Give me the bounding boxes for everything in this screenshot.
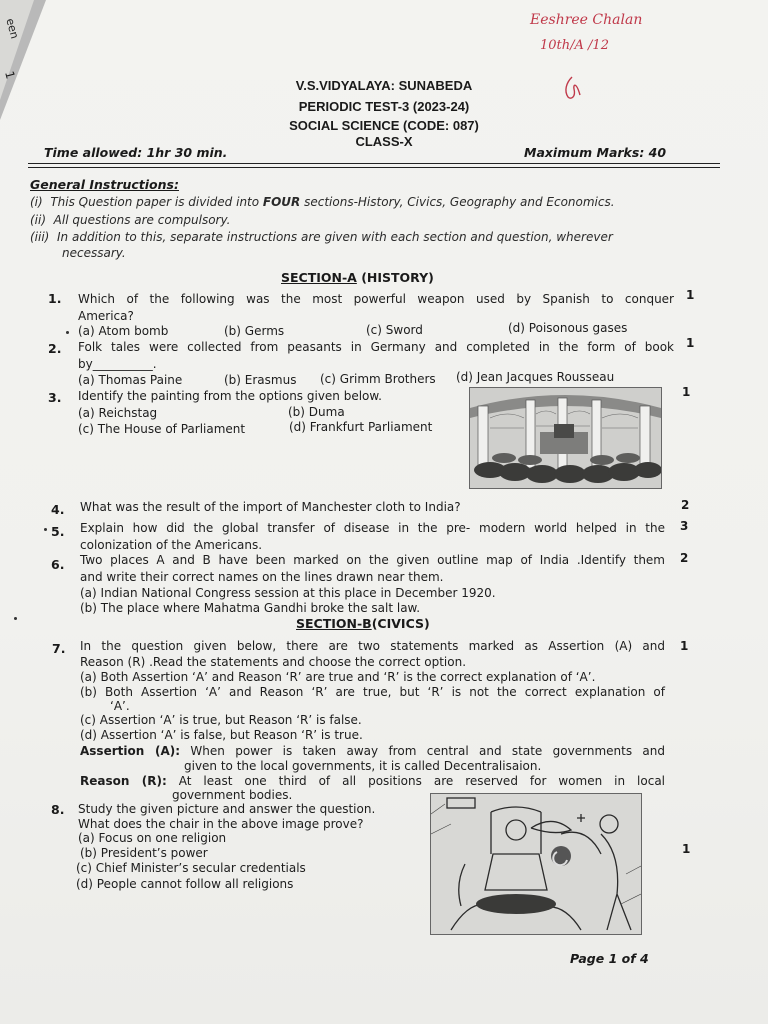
- q4-number: 4.: [51, 502, 65, 517]
- section-b-heading: SECTION-B(CIVICS): [296, 616, 430, 631]
- q1-option-b: (b) Germs: [224, 324, 285, 338]
- instructions-title: General Instructions:: [30, 177, 179, 192]
- q5-marks: 3: [680, 519, 689, 533]
- q6-part-a: (a) Indian National Congress session at this place in December 1920.: [80, 586, 496, 600]
- q2-text-cont: by__________.: [78, 357, 157, 371]
- q3-option-d: (d) Frankfurt Parliament: [289, 420, 433, 434]
- q7-assertion: Assertion (A): When power is taken away from central and state governments and: [80, 744, 665, 758]
- q6-text-cont: and write their correct names on the lines drawn near them.: [80, 570, 444, 584]
- q7-option-d: (d) Assertion ‘A’ is false, but Reason ‘R’ is true.: [80, 728, 363, 742]
- q8-option-b: (b) President’s power: [80, 846, 208, 860]
- instruction-2: (ii) All questions are compulsory.: [30, 213, 231, 227]
- q3-option-c: (c) The House of Parliament: [78, 422, 246, 436]
- handwritten-class: 10th/A /12: [540, 38, 609, 53]
- corner-text: een: [3, 16, 22, 41]
- q6-marks: 2: [680, 551, 689, 565]
- q8-text: Study the given picture and answer the question.: [78, 802, 376, 816]
- q5-text-cont: colonization of the Americans.: [80, 538, 263, 552]
- cartoon-chair-image: [430, 793, 642, 935]
- q6-number: 6.: [51, 557, 65, 572]
- stray-mark: [66, 331, 69, 334]
- test-title: PERIODIC TEST-3 (2023-24): [298, 99, 470, 114]
- q7-option-c: (c) Assertion ‘A’ is true, but Reason ‘R’ is false.: [80, 713, 362, 727]
- q2-marks: 1: [686, 336, 695, 350]
- q3-option-a: (a) Reichstag: [78, 406, 158, 420]
- q1-text-cont: America?: [78, 309, 134, 323]
- q5-number: 5.: [51, 524, 65, 539]
- q5-text: Explain how did the global transfer of disease in the pre- modern world helped in the: [80, 521, 665, 535]
- q2-option-c: (c) Grimm Brothers: [320, 372, 436, 386]
- q2-option-d: (d) Jean Jacques Rousseau: [456, 370, 615, 384]
- q1-option-a: (a) Atom bomb: [78, 324, 169, 338]
- q2-option-a: (a) Thomas Paine: [78, 373, 183, 387]
- q6-text: Two places A and B have been marked on the given outline map of India .Identify them: [80, 553, 665, 567]
- subject-title: SOCIAL SCIENCE (CODE: 087): [289, 118, 479, 133]
- q7-reason-cont: government bodies.: [172, 788, 293, 802]
- section-a-heading: SECTION-A (HISTORY): [281, 270, 434, 285]
- stray-dot: [14, 617, 17, 620]
- corner-number: 1: [2, 69, 18, 81]
- q3-text: Identify the painting from the options given below.: [78, 389, 382, 403]
- q1-text: Which of the following was the most powerful weapon used by Spanish to conquer: [78, 292, 674, 306]
- handwritten-name: Eeshree Chalan: [530, 12, 643, 28]
- q2-text: Folk tales were collected from peasants in Germany and completed in the form of book: [78, 340, 674, 354]
- instruction-1: (i) This Question paper is divided into FOUR sections-History, Civics, Geography and Economics.: [30, 195, 615, 209]
- q1-option-c: (c) Sword: [366, 323, 423, 337]
- q4-marks: 2: [681, 498, 690, 512]
- q7-text: In the question given below, there are two statements marked as Assertion (A) and: [80, 639, 665, 653]
- school-name: V.S.VIDYALAYA: SUNABEDA: [295, 78, 473, 93]
- q7-reason: Reason (R): At least one third of all positions are reserved for women in local: [80, 774, 666, 788]
- q7-marks: 1: [680, 639, 689, 653]
- q8-number: 8.: [51, 802, 65, 817]
- q2-option-b: (b) Erasmus: [224, 373, 297, 387]
- page-number: Page 1 of 4: [570, 951, 649, 966]
- q6-part-b: (b) The place where Mahatma Gandhi broke the salt law.: [80, 601, 421, 615]
- q3-option-b: (b) Duma: [288, 405, 345, 419]
- q7-text-cont: Reason (R) .Read the statements and choose the correct option.: [80, 655, 467, 669]
- q3-marks: 1: [682, 385, 691, 399]
- q1-option-d: (d) Poisonous gases: [508, 321, 628, 335]
- q2-number: 2.: [48, 341, 62, 356]
- q8-option-a: (a) Focus on one religion: [78, 831, 227, 845]
- instruction-3-cont: necessary.: [62, 246, 126, 260]
- q8-option-c: (c) Chief Minister’s secular credentials: [76, 861, 306, 875]
- q1-marks: 1: [686, 288, 695, 302]
- q7-option-a: (a) Both Assertion ‘A’ and Reason ‘R’ are true and ‘R’ is the correct explanation of ‘A’.: [80, 670, 596, 684]
- q1-number: 1.: [48, 291, 62, 306]
- instruction-3: (iii) In addition to this, separate instructions are given with each section and question, wherever: [30, 230, 613, 244]
- bullet-mark: [44, 528, 47, 531]
- q7-assertion-cont: given to the local governments, it is called Decentralisaion.: [184, 759, 542, 773]
- parliament-painting: [469, 387, 662, 489]
- q8-marks: 1: [682, 842, 691, 856]
- q7-option-b-cont: ‘A’.: [110, 699, 130, 713]
- class-title: CLASS-X: [355, 134, 413, 149]
- q3-number: 3.: [48, 390, 62, 405]
- header-rule-bottom: [28, 167, 720, 168]
- time-allowed: Time allowed: 1hr 30 min.: [44, 145, 228, 160]
- q7-option-b: (b) Both Assertion ‘A’ and Reason ‘R’ are true, but ‘R’ is not the correct explanation of: [80, 685, 665, 699]
- q8-option-d: (d) People cannot follow all religions: [76, 877, 294, 891]
- header-rule-top: [28, 163, 720, 164]
- maximum-marks: Maximum Marks: 40: [524, 145, 667, 160]
- q4-text: What was the result of the import of Manchester cloth to India?: [80, 500, 461, 514]
- q7-number: 7.: [52, 641, 66, 656]
- q8-text-cont: What does the chair in the above image prove?: [78, 817, 364, 831]
